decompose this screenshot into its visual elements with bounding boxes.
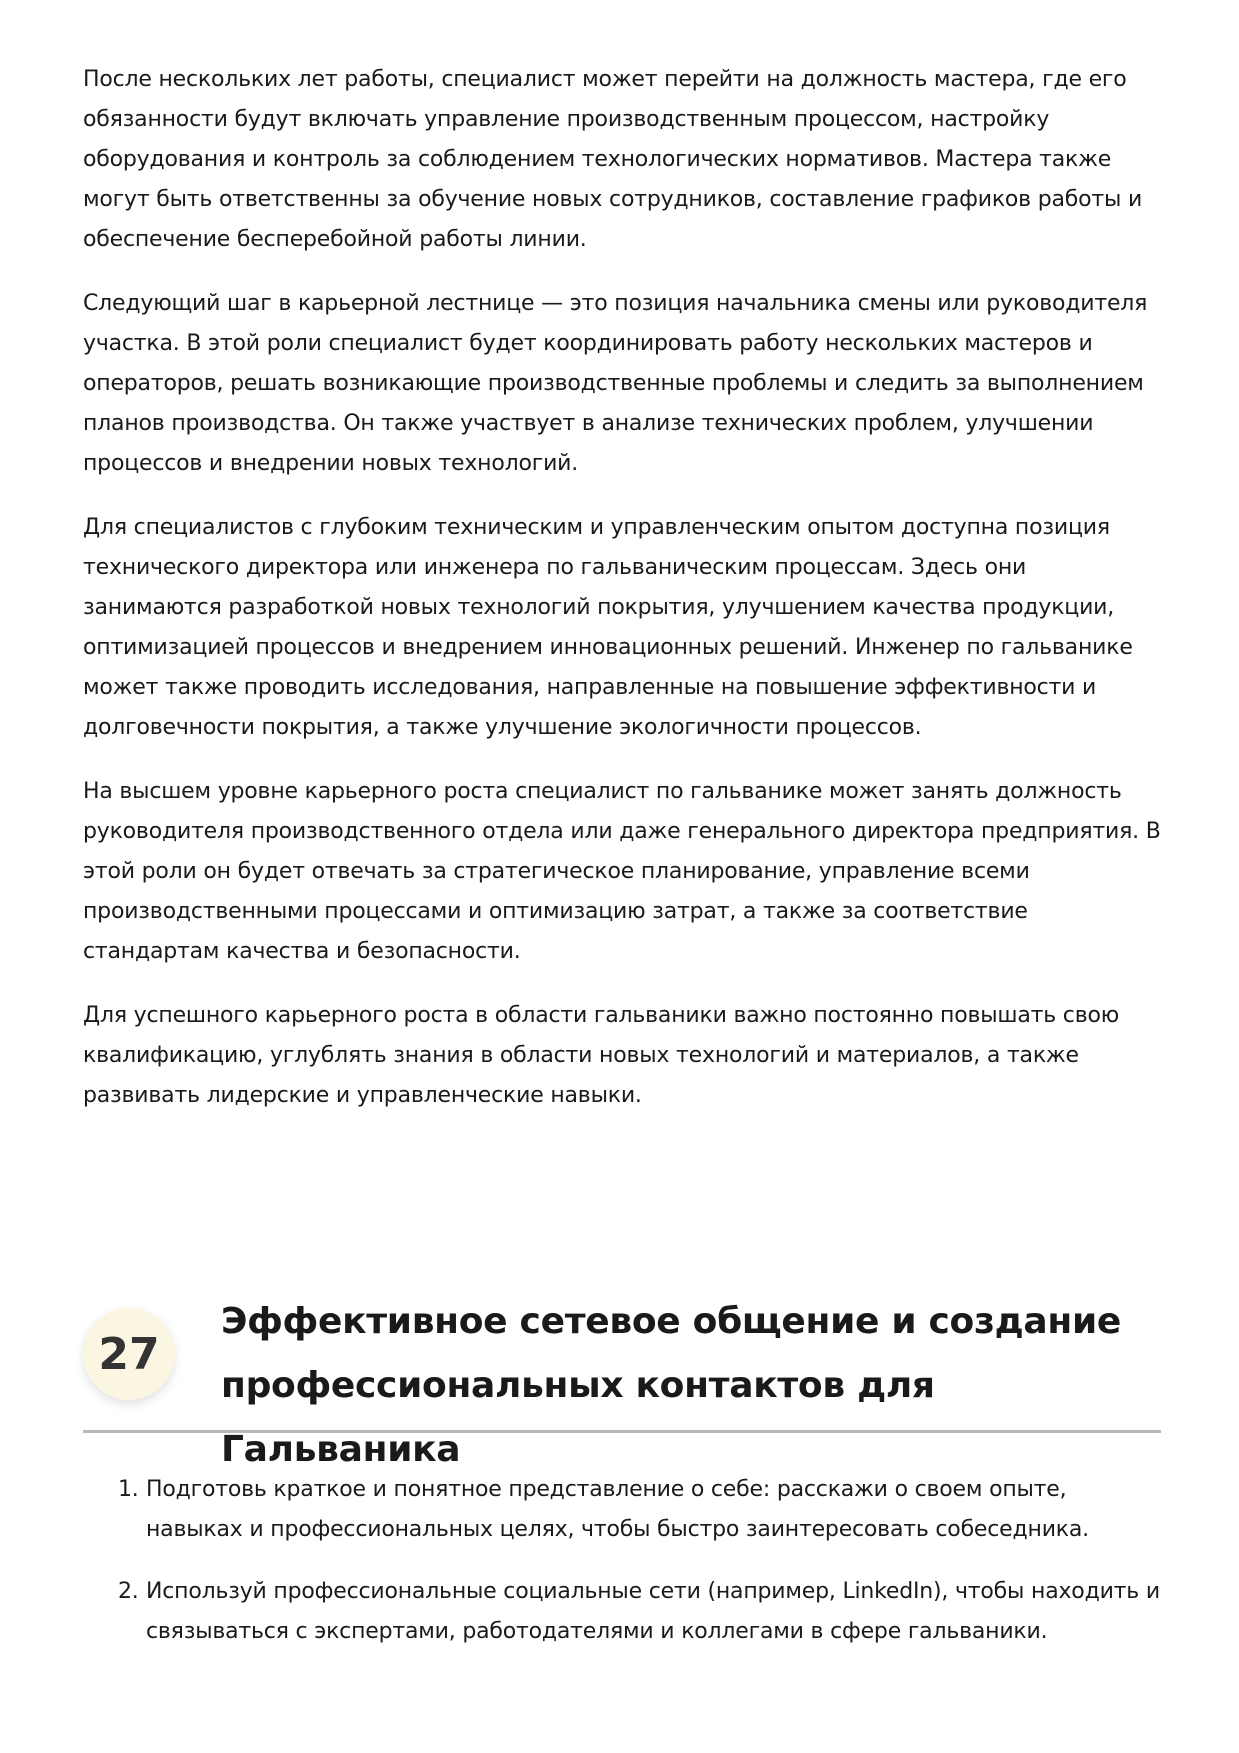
list-item (83, 1470, 1161, 1550)
paragraph-top-management: На высшем уровне карьерного роста специалист по гальванике может занять должность руководителя производственного отдела или даже генерального директора предприятия. В этой роли он будет отвечать за стратегическое планирование, управление всеми производственными процессами и оптимизацию затрат, а также за соответствие стандартам качества и безопасности. (83, 779, 1161, 964)
list-item (83, 1572, 1161, 1652)
paragraph-master-position: После нескольких лет работы, специалист может перейти на должность мастера, где его обязанности будут включать управление производственным процессом, настройку оборудования и контроль за соблюдением технологических нормативов. Мастера также могут быть ответственны за обучение новых сотрудников, составление графиков работы и обеспечение бесперебойной работы линии. (83, 67, 1143, 252)
list-item-number: 2. (118, 1579, 139, 1604)
section-title: Эффективное сетевое общение и создание профессиональных контактов для Гальваника (221, 1301, 1121, 1470)
section-header (83, 1290, 1161, 1470)
list-item-text: Используй профессиональные социальные сети (например, LinkedIn), чтобы находить и связываться с экспертами, работодателями и коллегами в сфере гальваники. (146, 1579, 1160, 1644)
list-item-number: 1. (118, 1477, 139, 1502)
paragraph-technical-director: Для специалистов с глубоким техническим и управленческим опытом доступна позиция технического директора или инженера по гальваническим процессам. Здесь они занимаются разработкой новых технологий покрытия, улучшением качества продукции, оптимизацией процессов и внедрением инновационных решений. Инженер по гальванике может также проводить исследования, направленные на повышение эффективности и долговечности покрытия, а также улучшение экологичности процессов. (83, 515, 1133, 740)
body-text (83, 60, 1168, 1140)
list-item-text: Подготовь краткое и понятное представление о себе: расскажи о своем опыте, навыках и профессиональных целях, чтобы быстро заинтересовать собеседника. (146, 1477, 1089, 1542)
section-number-badge: 27 (83, 1308, 175, 1400)
paragraph-career-growth: Для успешного карьерного роста в области гальваники важно постоянно повышать свою квалификацию, углублять знания в области новых технологий и материалов, а также развивать лидерские и управленческие навыки. (83, 1003, 1120, 1108)
tips-list (83, 1470, 1161, 1674)
paragraph-shift-supervisor: Следующий шаг в карьерной лестнице — это позиция начальника смены или руководителя участка. В этой роли специалист будет координировать работу нескольких мастеров и операторов, решать возникающие производственные проблемы и следить за выполнением планов производства. Он также участвует в анализе технических проблем, улучшении процессов и внедрении новых технологий. (83, 291, 1148, 476)
